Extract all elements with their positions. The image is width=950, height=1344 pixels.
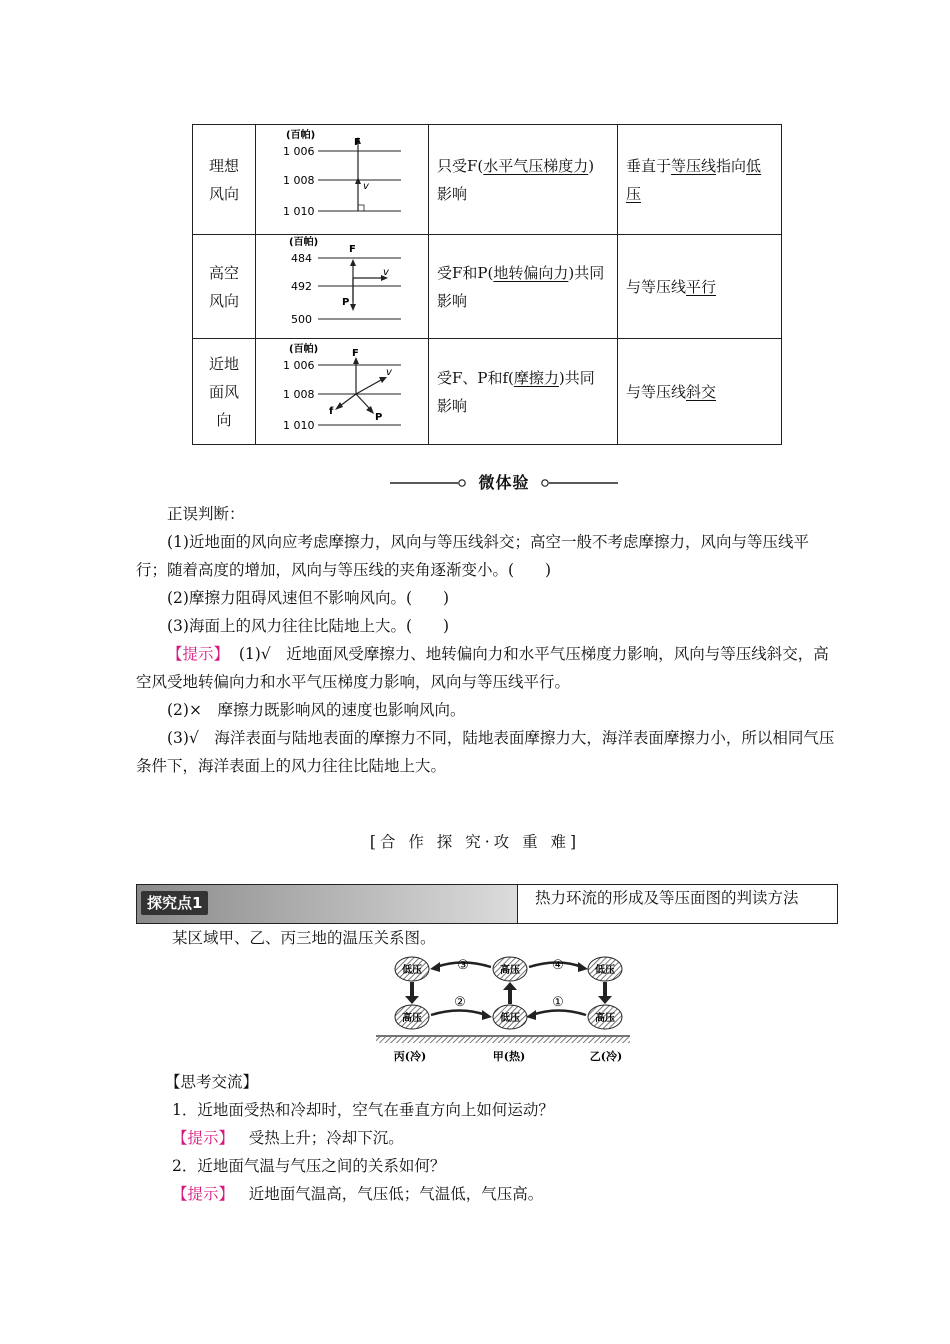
arrow-number: ①: [552, 995, 564, 1010]
row-label-line: 向: [216, 410, 232, 429]
pressure-node: [493, 1005, 527, 1029]
table-row: [193, 235, 782, 339]
judge-q2: (2)摩擦力阻碍风速但不影响风向。( ): [167, 589, 450, 607]
direction-underlined: 平行: [686, 277, 717, 296]
force-label: F: [349, 244, 356, 255]
judge-a2: (2)× 摩擦力既影响风的速度也影响风向。: [167, 701, 466, 719]
pressure-label: 低压: [402, 965, 422, 976]
isobar-value: 1 006: [283, 145, 315, 158]
isobar-value: 492: [291, 280, 312, 293]
place-label: 乙(冷): [589, 1050, 623, 1063]
judge-intro: 正误判断：: [167, 505, 245, 523]
force-label: F: [354, 137, 361, 148]
force-info: [429, 125, 618, 235]
info-underlined: 水平气压梯度力: [483, 156, 589, 175]
isobar-value: 1 008: [283, 388, 315, 401]
ideal-wind-diagram: [256, 125, 428, 234]
pressure-node: [395, 1005, 429, 1029]
hint-text: (1)√ 近地面风受摩擦力、地转偏向力和水平气压梯度力影响，风向与等压线斜交，高空风受地转偏向力和水平气压梯度力影响，风向与等压线平行。: [136, 645, 829, 691]
hint-text: 受热上升；冷却下沉。: [248, 1129, 404, 1147]
place-label: 丙(冷): [393, 1050, 427, 1063]
thermal-circulation-diagram: [370, 950, 636, 1065]
info-text: 受F和P(: [437, 263, 494, 282]
force-info: [429, 235, 618, 339]
friction-arrow: [340, 394, 356, 406]
judge-a3: (3)√ 海洋表面与陆地表面的摩擦力不同，陆地表面摩擦力大，海洋表面摩擦力小，所以相同气压条件下，海洋表面上的风力往往比陆地上大。: [136, 729, 835, 775]
table-row: [193, 125, 782, 235]
flow-arrow: [526, 1010, 536, 1020]
ideal-wind-diagram-cell: [256, 125, 429, 235]
discussion-q2: 2．近地面气温与气压之间的关系如何？: [172, 1157, 446, 1175]
row-label: [193, 125, 256, 235]
direction-text: 与等压线: [626, 382, 687, 401]
force-label: F: [352, 348, 359, 359]
force-label: f: [329, 406, 334, 417]
velocity-arrow: [356, 380, 381, 394]
info-text: )共同影响: [437, 263, 605, 310]
wind-direction-desc: [618, 125, 782, 235]
force-label: v: [383, 267, 389, 278]
upper-wind-diagram: [256, 235, 428, 338]
isobar-value: 1 006: [283, 359, 315, 372]
info-underlined: 地转偏向力: [493, 263, 569, 282]
force-label: P: [342, 297, 350, 308]
force-label: P: [375, 412, 383, 423]
direction-text: 指向: [716, 156, 747, 175]
tanjiu-point-bar: [136, 884, 838, 924]
table-row: [193, 339, 782, 445]
force-p-arrow: [356, 394, 370, 409]
wind-direction-table: [192, 124, 782, 445]
isobar-value: 1 008: [283, 174, 315, 187]
wei-ti-yan-label: 微体验: [478, 473, 530, 492]
intro-text: 某区域甲、乙、丙三地的温压关系图。: [172, 929, 436, 947]
force-label: v: [363, 181, 369, 192]
judge-a1: [136, 640, 838, 696]
discussion-q1: 1．近地面受热和冷却时，空气在垂直方向上如何运动？: [172, 1101, 554, 1119]
isobar-value: 1 010: [283, 419, 315, 432]
row-label-line: 面风: [208, 382, 239, 401]
row-label: [193, 339, 256, 445]
flow-arrow: [482, 1010, 492, 1020]
arrow-number: ②: [454, 995, 466, 1010]
info-text: 只受F(: [437, 156, 484, 175]
wei-ti-yan-title: [390, 472, 618, 494]
row-label-line: 高空: [208, 263, 239, 282]
wind-direction-desc: [618, 235, 782, 339]
judge-q3: (3)海面上的风力往往比陆地上大。( ): [167, 617, 450, 635]
rising-arrow: [503, 982, 517, 990]
unit-label: (百帕): [289, 344, 319, 355]
unit-label: (百帕): [286, 130, 316, 141]
info-text: )影响: [437, 156, 595, 203]
force-label: v: [386, 367, 392, 378]
direction-text: 与等压线: [626, 277, 687, 296]
flow-arrow: [578, 962, 588, 972]
row-label-line: 风向: [208, 291, 239, 310]
discussion-a2: [172, 1180, 874, 1208]
pressure-label: 高压: [500, 965, 520, 976]
row-label-line: 近地: [208, 354, 239, 373]
pressure-node: [588, 1005, 622, 1029]
upper-wind-diagram-cell: [256, 235, 429, 339]
pressure-label: 高压: [402, 1013, 422, 1024]
judge-q1: (1)近地面的风向应考虑摩擦力，风向与等压线斜交；高空一般不考虑摩擦力，风向与等压线平行；随着高度的增加，风向与等压线的夹角逐渐变小。( ): [136, 533, 809, 579]
direction-underlined: 低压: [626, 156, 762, 203]
pressure-label: 高压: [595, 1013, 615, 1024]
arrow-number: ④: [552, 958, 564, 973]
sinking-arrow: [405, 996, 419, 1004]
row-label-line: 风向: [208, 184, 239, 203]
direction-underlined: 等压线: [671, 156, 717, 175]
tanjiu-badge: 探究点1: [141, 891, 208, 915]
row-label-line: 理想: [208, 156, 239, 175]
info-text: 受F、P和f(: [437, 368, 514, 387]
pressure-label: 低压: [500, 1013, 520, 1024]
hint-label: 【提示】: [172, 1129, 235, 1147]
pressure-node: [493, 957, 527, 981]
isobar-value: 1 010: [283, 205, 315, 218]
sinking-arrow: [598, 996, 612, 1004]
hint-label: 【提示】: [167, 645, 230, 663]
surface-wind-diagram: [256, 339, 428, 444]
surface-wind-diagram-cell: [256, 339, 429, 445]
hint-label: 【提示】: [172, 1185, 235, 1203]
wind-direction-desc: [618, 339, 782, 445]
isobar-value: 484: [291, 252, 312, 265]
section-header: [合 作 探 究·攻 重 难]: [369, 833, 581, 851]
discussion-a1: [172, 1124, 874, 1152]
pressure-node: [395, 957, 429, 981]
row-label: [193, 235, 256, 339]
place-label: 甲(热): [492, 1050, 526, 1063]
arrow-number: ③: [457, 958, 469, 973]
isobar-value: 500: [291, 313, 312, 326]
pressure-node: [588, 957, 622, 981]
flow-arrow: [430, 962, 440, 972]
info-underlined: 摩擦力: [513, 368, 559, 387]
hint-text: 近地面气温高，气压低；气温低，气压高。: [248, 1185, 544, 1203]
unit-label: (百帕): [289, 237, 319, 248]
direction-underlined: 斜交: [686, 382, 717, 401]
tanjiu-title: 热力环流的形成及等压面图的判读方法: [535, 889, 799, 907]
info-text: )共同影响: [437, 368, 595, 415]
force-info: [429, 339, 618, 445]
direction-text: 垂直于: [626, 156, 672, 175]
pressure-label: 低压: [595, 965, 615, 976]
discussion-header: 【思考交流】: [165, 1073, 259, 1091]
